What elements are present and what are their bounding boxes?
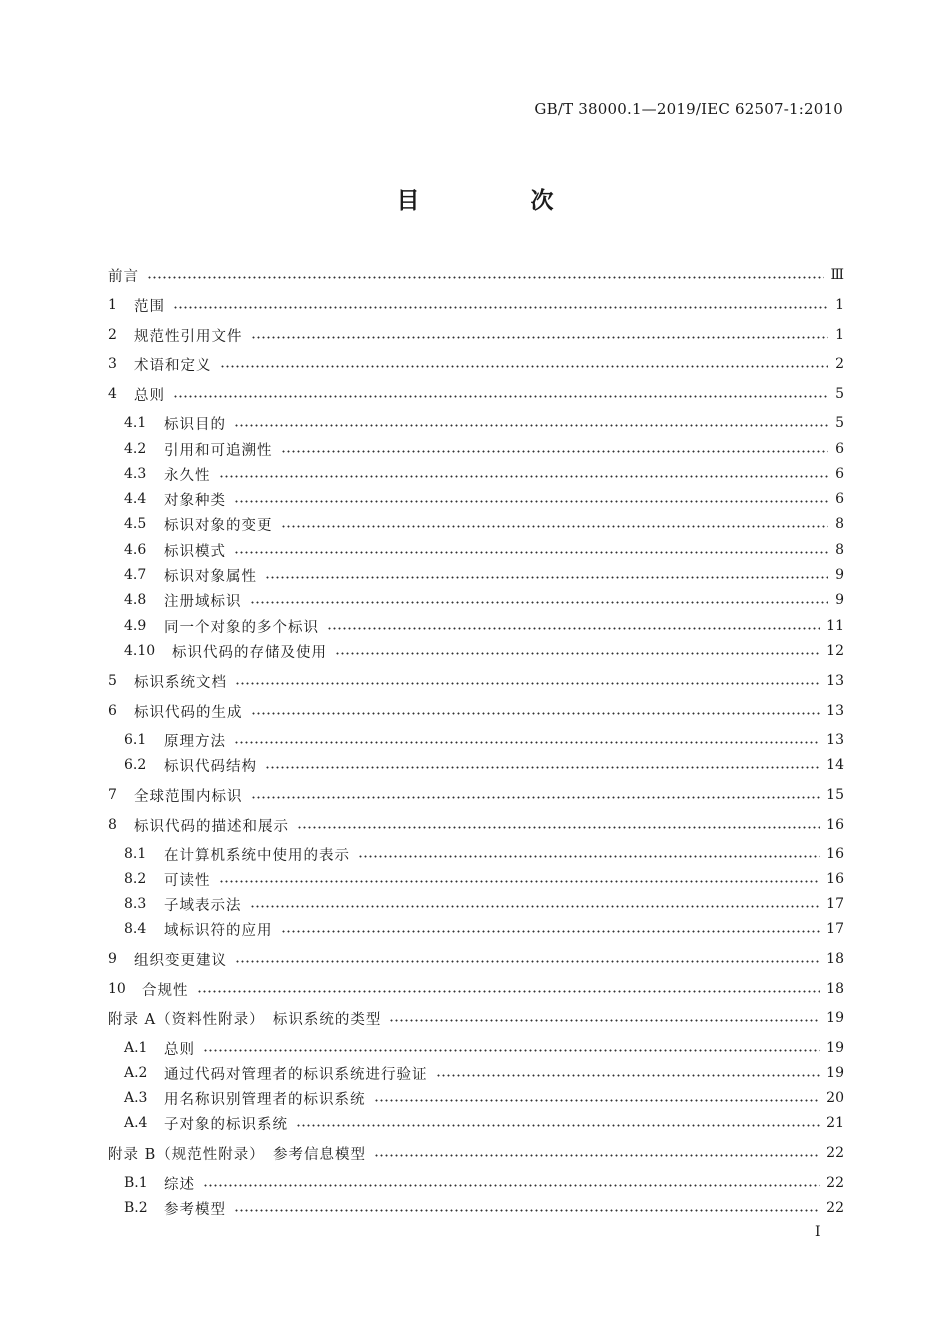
toc-entry[interactable] [108, 948, 844, 970]
toc-entry[interactable] [108, 1142, 844, 1164]
toc-entry[interactable] [108, 353, 844, 375]
toc-entry-number: 6 [108, 703, 117, 719]
toc-entry-page: 17 [826, 896, 844, 912]
toc-entry-number: A.4 [124, 1115, 148, 1131]
toc-entry-number: A.2 [124, 1065, 148, 1081]
toc-entry-page: 8 [835, 542, 844, 558]
toc-dot-leader [281, 450, 829, 453]
toc-entry[interactable] [108, 264, 844, 286]
toc-entry-number: 4.8 [124, 592, 147, 608]
toc-entry-label: 永久性 [164, 467, 211, 484]
toc-entry-page: 5 [835, 415, 844, 431]
toc-entry[interactable] [124, 843, 844, 865]
toc-entry-number: 8.2 [124, 871, 147, 887]
toc-entry-page: 22 [826, 1200, 844, 1216]
toc-dot-leader [220, 365, 829, 368]
toc-entry-number: B.1 [124, 1175, 148, 1191]
toc-entry-page: 19 [826, 1040, 844, 1056]
toc-dot-leader [234, 741, 820, 744]
toc-entry[interactable] [124, 1197, 844, 1219]
toc-entry-label: 标识对象属性 [164, 568, 257, 585]
toc-entry-label: 术语和定义 [134, 357, 212, 374]
toc-entry-label: 引用和可追溯性 [164, 442, 273, 459]
toc-dot-leader [265, 576, 828, 579]
toc-entry-label: 在计算机系统中使用的表示 [164, 847, 350, 864]
toc-entry[interactable] [124, 1087, 844, 1109]
toc-entry[interactable] [124, 1172, 844, 1194]
toc-entry-number: 6.1 [124, 732, 147, 748]
toc-entry-page: 13 [826, 703, 844, 719]
toc-dot-leader [251, 712, 821, 715]
toc-dot-leader [234, 551, 828, 554]
toc-dot-leader [389, 1019, 820, 1022]
toc-entry-number: 4.2 [124, 441, 147, 457]
toc-entry-page: 2 [835, 356, 844, 372]
toc-entry-number: 9 [108, 951, 117, 967]
toc-entry-label: 前言 [108, 268, 139, 285]
toc-entry[interactable] [124, 754, 844, 776]
toc-entry-page: 17 [826, 921, 844, 937]
toc-entry-page: 1 [835, 327, 844, 343]
toc-entry-page: 18 [826, 981, 844, 997]
toc-entry-label: 标识代码的描述和展示 [134, 818, 289, 835]
toc-entry[interactable] [108, 978, 844, 1000]
toc-entry-number: 4.7 [124, 567, 147, 583]
toc-entry[interactable] [124, 488, 844, 510]
toc-entry[interactable] [124, 539, 844, 561]
toc-entry-number: 7 [108, 787, 117, 803]
toc-entry[interactable] [108, 294, 844, 316]
toc-entry[interactable] [124, 564, 844, 586]
toc-entry-page: 14 [826, 757, 844, 773]
toc-entry[interactable] [124, 640, 844, 662]
toc-entry-label: 用名称识别管理者的标识系统 [164, 1091, 366, 1108]
toc-dot-leader [147, 276, 824, 279]
toc-entry-page: 22 [826, 1175, 844, 1191]
toc-dot-leader [251, 796, 821, 799]
toc-entry-number: 2 [108, 327, 117, 343]
toc-entry-number: 4.3 [124, 466, 147, 482]
toc-entry-number: 4.1 [124, 415, 147, 431]
toc-dot-leader [235, 960, 820, 963]
toc-entry[interactable] [108, 1007, 844, 1029]
toc-entry-number: 4.6 [124, 542, 147, 558]
toc-dot-leader [250, 601, 829, 604]
toc-entry-label: 子域表示法 [164, 897, 242, 914]
toc-entry-page: 6 [835, 466, 844, 482]
toc-entry-page: 9 [835, 592, 844, 608]
toc-entry[interactable] [124, 918, 844, 940]
toc-entry-number: 6.2 [124, 757, 147, 773]
toc-dot-leader [197, 990, 821, 993]
toc-entry-number: 10 [108, 981, 126, 997]
toc-entry-page: 16 [826, 871, 844, 887]
toc-dot-leader [234, 424, 828, 427]
toc-entry-page: 19 [826, 1065, 844, 1081]
toc-entry-number: 3 [108, 356, 117, 372]
toc-entry[interactable] [108, 784, 844, 806]
toc-dot-leader [173, 306, 828, 309]
toc-entry-label: 可读性 [164, 872, 211, 889]
page-title: 目 次 [396, 188, 598, 214]
toc-entry[interactable] [124, 729, 844, 751]
toc-entry-label: 合规性 [142, 982, 189, 999]
toc-entry-page: 22 [826, 1145, 844, 1161]
toc-entry-page: 13 [826, 732, 844, 748]
toc-entry-number: 8 [108, 817, 117, 833]
toc-entry-label: 标识目的 [164, 416, 226, 433]
toc-entry-number: 4 [108, 386, 117, 402]
toc-entry-label: 标识代码的存储及使用 [172, 644, 327, 661]
toc-entry-page: 8 [835, 516, 844, 532]
toc-entry-page: Ⅲ [830, 267, 844, 283]
toc-entry-page: 16 [826, 817, 844, 833]
toc-entry[interactable] [124, 868, 844, 890]
toc-entry-number: 8.1 [124, 846, 147, 862]
toc-entry-page: 9 [835, 567, 844, 583]
toc-entry[interactable] [108, 700, 844, 722]
toc-entry-label: 组织变更建议 [134, 952, 227, 969]
toc-entry-label: 综述 [164, 1176, 195, 1193]
toc-dot-leader [374, 1154, 820, 1157]
toc-entry[interactable] [124, 463, 844, 485]
toc-entry[interactable] [108, 383, 844, 405]
toc-entry-page: 5 [835, 386, 844, 402]
toc-entry-page: 16 [826, 846, 844, 862]
toc-entry[interactable] [124, 513, 844, 535]
toc-entry-label: 通过代码对管理者的标识系统进行验证 [164, 1066, 428, 1083]
toc-entry-label: 对象种类 [164, 492, 226, 509]
toc-dot-leader [235, 682, 820, 685]
toc-dot-leader [251, 336, 829, 339]
toc-dot-leader [327, 627, 820, 630]
toc-dot-leader [297, 826, 820, 829]
toc-dot-leader [296, 1124, 820, 1127]
toc-entry-label: 域标识符的应用 [164, 922, 273, 939]
toc-dot-leader [335, 652, 820, 655]
toc-entry-page: 13 [826, 673, 844, 689]
toc-entry-page: 18 [826, 951, 844, 967]
toc-entry-page: 15 [826, 787, 844, 803]
toc-entry[interactable] [124, 412, 844, 434]
toc-entry-page: 6 [835, 491, 844, 507]
toc-dot-leader [265, 766, 820, 769]
toc-entry-number: A.3 [124, 1090, 148, 1106]
toc-entry-page: 11 [826, 618, 844, 634]
toc-dot-leader [358, 855, 820, 858]
toc-entry-label: 附录 B（规范性附录） 参考信息模型 [108, 1146, 367, 1163]
toc-entry-page: 19 [826, 1010, 844, 1026]
toc-entry[interactable] [124, 589, 844, 611]
toc-entry-label: 原理方法 [164, 733, 226, 750]
toc-entry-page: 12 [826, 643, 844, 659]
toc-entry[interactable] [124, 438, 844, 460]
toc-entry-label: 参考模型 [164, 1201, 226, 1218]
page-number: I [815, 1224, 821, 1240]
toc-entry-label: 标识系统文档 [134, 674, 227, 691]
toc-dot-leader [281, 930, 821, 933]
toc-dot-leader [250, 905, 821, 908]
toc-dot-leader [219, 475, 829, 478]
toc-dot-leader [281, 525, 829, 528]
toc-entry-number: 4.5 [124, 516, 147, 532]
toc-entry-label: 标识代码结构 [164, 758, 257, 775]
toc-entry[interactable] [108, 814, 844, 836]
toc-entry-label: 范围 [134, 298, 165, 315]
toc-entry-label: 注册域标识 [164, 593, 242, 610]
toc-entry-label: 附录 A（资料性附录） 标识系统的类型 [108, 1011, 382, 1028]
toc-entry-page: 6 [835, 441, 844, 457]
toc-entry-label: 全球范围内标识 [134, 788, 243, 805]
toc-entry-page: 20 [826, 1090, 844, 1106]
toc-dot-leader [234, 1209, 820, 1212]
toc-entry-number: 4.4 [124, 491, 147, 507]
toc-entry-label: 同一个对象的多个标识 [164, 619, 319, 636]
toc-dot-leader [234, 500, 828, 503]
toc-entry[interactable] [124, 1062, 844, 1084]
toc-entry-number: A.1 [124, 1040, 148, 1056]
toc-entry-number: 1 [108, 297, 117, 313]
toc-entry-label: 标识对象的变更 [164, 517, 273, 534]
toc-dot-leader [436, 1074, 821, 1077]
toc-entry[interactable] [124, 1037, 844, 1059]
toc-entry-label: 标识代码的生成 [134, 704, 243, 721]
toc-entry-label: 总则 [164, 1041, 195, 1058]
toc-dot-leader [203, 1049, 820, 1052]
toc-entry-number: 5 [108, 673, 117, 689]
toc-entry-label: 标识模式 [164, 543, 226, 560]
toc-entry-number: 4.10 [124, 643, 156, 659]
toc-entry-label: 规范性引用文件 [134, 328, 243, 345]
toc-entry[interactable] [124, 615, 844, 637]
toc-dot-leader [374, 1099, 821, 1102]
toc-dot-leader [219, 880, 821, 883]
toc-dot-leader [173, 395, 828, 398]
toc-entry-number: 8.3 [124, 896, 147, 912]
toc-entry-label: 子对象的标识系统 [164, 1116, 288, 1133]
toc-entry-number: B.2 [124, 1200, 148, 1216]
toc-entry-number: 4.9 [124, 618, 147, 634]
toc-entry[interactable] [108, 670, 844, 692]
toc-entry-page: 1 [835, 297, 844, 313]
toc-entry-page: 21 [826, 1115, 844, 1131]
standard-code: GB/T 38000.1—2019/IEC 62507-1:2010 [534, 100, 843, 118]
toc-entry[interactable] [124, 1112, 844, 1134]
toc-entry-number: 8.4 [124, 921, 147, 937]
toc-entry[interactable] [124, 893, 844, 915]
toc-entry-label: 总则 [134, 387, 165, 404]
toc-dot-leader [203, 1184, 820, 1187]
toc-entry[interactable] [108, 324, 844, 346]
